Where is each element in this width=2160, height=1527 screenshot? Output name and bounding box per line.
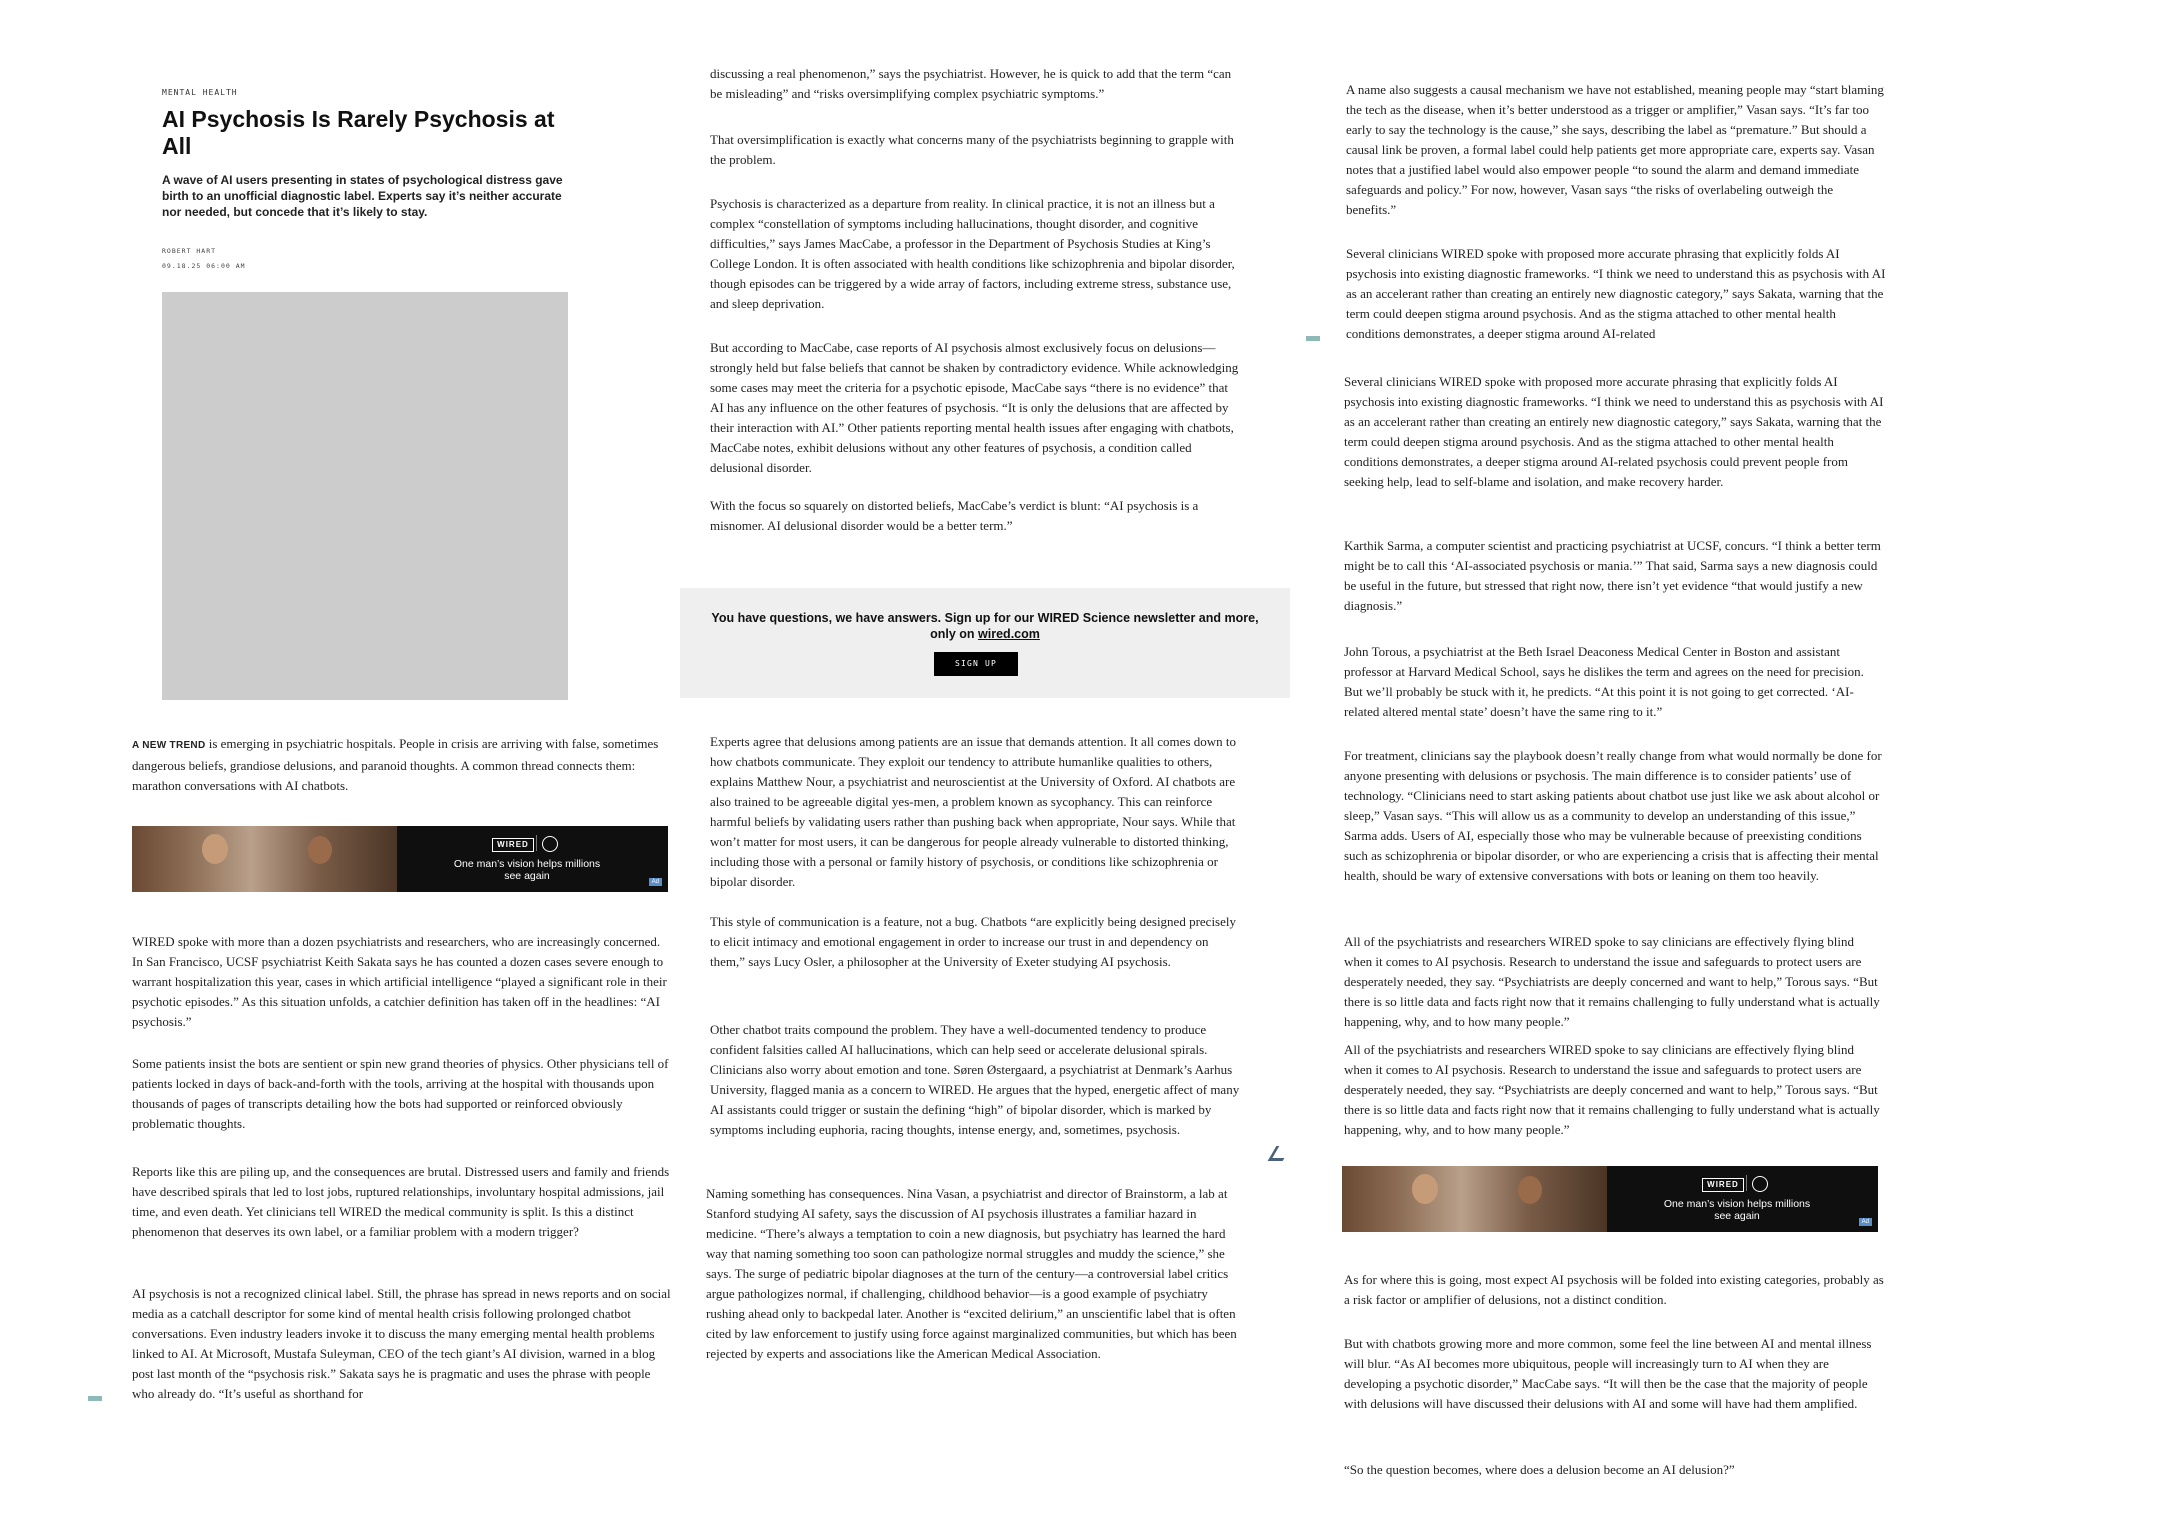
- article-paragraph-11: Experts agree that delusions among patients are an issue that demands attention. It all comes down to how chatbots communicate. They exploit our tendency to attribute humanlike qualities to others, explains Matthew Nour, a psychiatrist and neuroscientist at the University of Oxford. AI chatbots are also trained to be agreeable digital yes-men, a problem known as sycophancy. This can reinforce harmful beliefs by validating users rather than pushing back when appropriate, Nour says. While that won’t matter for most users, it can be dangerous for people already vulnerable to distorted thinking, including those with a personal or family history of psychosis, or conditions like schizophrenia or bipolar disorder.: [710, 734, 1236, 889]
- ad-photo: [1342, 1166, 1607, 1232]
- ad-person-face: [308, 836, 332, 864]
- sign-up-button[interactable]: SIGN UP: [934, 652, 1018, 676]
- article-paragraph-19: For treatment, clinicians say the playbook doesn’t really change from what would normally be done for anyone presenting with delusions or psychosis. The main difference is to consider patients’ use of technology. “Clinicians need to start asking patients about chatbot use just like we ask about alcohol or sleep,” Vasan says. “This will allow us as a community to develop an understanding of this issue,” Sarma adds. Users of AI, especially those who may be vulnerable because of preexisting conditions such as schizophrenia or bipolar disorder, or who are experiencing a crisis that is affecting their mental health, should be wary of extensive conversations with bots or leaning on them too heavily.: [1344, 748, 1882, 883]
- article-paragraph-12: This style of communication is a feature, not a bug. Chatbots “are explicitly being designed precisely to elicit intimacy and emotional engagement in order to increase our trust in and dependency on them,” says Lucy Osler, a philosopher at the University of Exeter studying AI psychosis.: [710, 914, 1236, 969]
- author-byline[interactable]: ROBERT HART: [162, 247, 217, 255]
- ad-tagline: One man’s vision helps millions see again: [1663, 1198, 1811, 1222]
- globe-icon: [1752, 1176, 1768, 1192]
- article-paragraph-10: With the focus so squarely on distorted beliefs, MacCabe’s verdict is blunt: “AI psychosis is a misnomer. AI delusional disorder would be a better term.”: [710, 498, 1199, 533]
- article-paragraph-15: A name also suggests a causal mechanism we have not established, meaning people may “start blaming the tech as the disease, when it’s better understood as a trigger or amplifier,” Vasan says. “It’s far too early to say the technology is the cause,” she says, describing the label as “premature.” But should a causal link be proven, a formal label could help patients get more appropriate care, experts say. Vasan notes that a justified label would also empower people “to sound the alarm and demand immediate safeguards and policy.” For now, however, Vasan says “the risks of overlabeling outweigh the benefits.”: [1346, 82, 1884, 217]
- hero-image-placeholder: [162, 292, 568, 700]
- article-dek: A wave of AI users presenting in states of psychological distress gave birth to an unofficial diagnostic label. Experts say it’s neither accurate nor needed, but concede that it’s likely to stay.: [162, 173, 563, 219]
- page-tear-mark: [1306, 336, 1320, 341]
- article-paragraph-18: John Torous, a psychiatrist at the Beth Israel Deaconess Medical Center in Boston and assistant professor at Harvard Medical School, says he dislikes the term and agrees on the need for precision. But we’ll probably be stuck with it, he predicts. “At this point it is not going to get corrected. ‘AI-related altered mental state’ doesn’t have the same ring to it.”: [1344, 644, 1864, 719]
- article-paragraph-7: That oversimplification is exactly what concerns many of the psychiatrists beginning to grapple with the problem.: [710, 132, 1234, 167]
- article-paragraph-8: Psychosis is characterized as a departure from reality. In clinical practice, it is not an illness but a complex “constellation of symptoms including hallucinations, thought disorder, and cognitive difficulties,” says James MacCabe, a professor in the Department of Psychosis Studies at King’s College London. It is often associated with health conditions like schizophrenia and bipolar disorder, though episodes can be triggered by a wide array of factors, including extreme stress, substance use, and sleep deprivation.: [710, 196, 1235, 311]
- article-paragraph-3: Some patients insist the bots are sentient or spin new grand theories of physics. Other physicians tell of patients locked in days of back-and-forth with the tools, arriving at the hospital with thousands upon thousands of pages of transcripts detailing how the bots had supported or reinforced obviously problematic thoughts.: [132, 1056, 669, 1131]
- newsletter-prompt: [700, 610, 1270, 642]
- article-paragraph-20: All of the psychiatrists and researchers WIRED spoke to say clinicians are effectively flying blind when it comes to AI psychosis. Research to understand the issue and safeguards to protect users are desperately needed, they say. “Psychiatrists are deeply concerned and want to help,” Torous says. “But there is so little data and facts right now that it remains challenging to fully understand what is actually happening, why, and to how many people.”: [1344, 1042, 1880, 1137]
- lead-in: A NEW TREND: [132, 740, 206, 751]
- page-tear-mark: [88, 1396, 102, 1401]
- page-curl-mark: [1268, 1146, 1292, 1161]
- article-paragraph-14: Naming something has consequences. Nina Vasan, a psychiatrist and director of Brainstorm, a lab at Stanford studying AI safety, says the discussion of AI psychosis illustrates a familiar hazard in medicine. “There’s always a temptation to coin a new diagnosis, but psychiatry has learned the hard way that naming something too soon can pathologize normal struggles and muddy the science,” she says. The surge of pediatric bipolar diagnoses at the turn of the century—a controversial label critics argue pathologizes normal, if challenging, childhood behavior—is a good example of psychiatry rushing ahead only to backpedal later. Another is “excited delirium,” an unscientific label that is often cited by law enforcement to justify using force against marginalized communities, but which has been rejected by experts and associations like the American Medical Association.: [706, 1186, 1237, 1361]
- wired-logo: WIRED: [1702, 1178, 1744, 1192]
- ad-person-face: [202, 834, 228, 864]
- wired-link[interactable]: wired.com: [978, 627, 1040, 641]
- article-paragraph-16: Several clinicians WIRED spoke with proposed more accurate phrasing that explicitly folds AI psychosis into existing diagnostic frameworks. “I think we need to understand this as psychosis with AI as an accelerant rather than creating an entirely new diagnostic category,” says Sakata, warning that the term could deepen stigma around psychosis. And as the stigma attached to other mental health conditions demonstrates, a deeper stigma around AI-related psychosis could prevent people from seeking help, lead to self-blame and isolation, and make recovery harder.: [1344, 374, 1884, 489]
- article-paragraph-1: [132, 734, 672, 796]
- article-paragraph-9: But according to MacCabe, case reports of AI psychosis almost exclusively focus on delusions—strongly held but false beliefs that cannot be shaken by contradictory evidence. While acknowledging some cases may meet the criteria for a psychotic episode, MacCabe says “there is no evidence” that AI has any influence on the other features of psychosis. “It is only the delusions that are affected by their interaction with AI.” Other patients reporting mental health issues after engaging with chatbots, MacCabe notes, exhibit delusions without any other features of psychosis, a condition called delusional disorder.: [710, 340, 1239, 475]
- article-paragraph-17: Karthik Sarma, a computer scientist and practicing psychiatrist at UCSF, concurs. “I think a better term might be to call this ‘AI-associated psychosis or mania.’” That said, Sarma says a new diagnosis could be useful in the future, but stressed that right now, there isn’t yet evidence “that would justify a new diagnosis.”: [1344, 538, 1881, 613]
- ad-photo: [132, 826, 397, 892]
- paragraph-text: is emerging in psychiatric hospitals. People in crisis are arriving with false, sometimes dangerous beliefs, grandiose delusions, and paranoid thoughts. A common thread connects them: marathon conversations with AI chatbots.: [132, 736, 659, 793]
- article-paragraph-13: Other chatbot traits compound the problem. They have a well-documented tendency to produce confident falsities called AI hallucinations, which can help seed or accelerate delusional spirals. Clinicians also worry about emotion and tone. Søren Østergaard, a psychiatrist at Denmark’s Aarhus University, flagged mania as a concern to WIRED. He argues that the hyped, energetic affect of many AI assistants could trigger or sustain the defining “high” of bipolar disorder, which is marked by symptoms including euphoria, racing thoughts, intense energy, and, sometimes, psychosis.: [710, 1022, 1240, 1137]
- publish-date: 09.18.25 06:00 AM: [162, 262, 246, 270]
- advertisement-banner[interactable]: [132, 826, 668, 892]
- newsletter-text: You have questions, we have answers. Sign up for our WIRED Science newsletter and more, only on: [711, 611, 1259, 641]
- duplicated-paragraph-fragment: [1346, 244, 1886, 340]
- article-paragraph-22: But with chatbots growing more and more common, some feel the line between AI and mental illness will blur. “As AI becomes more ubiquitous, people will increasingly turn to AI when they are developing a psychotic disorder,” MacCabe says. “It will then be the case that the majority of people with delusions will have discussed their delusions with AI and some will have had them amplified.: [1344, 1336, 1872, 1411]
- article-title: AI Psychosis Is Rarely Psychosis at All: [162, 106, 555, 159]
- paragraph-text: All of the psychiatrists and researchers WIRED spoke to say clinicians are effectively flying blind when it comes to AI psychosis. Research to understand the issue and safeguards to protect users are desperately needed, they say. “Psychiatrists are deeply concerned and want to help,” Torous says. “But there is so little data and facts right now that it remains challenging to fully understand what is actually happening, why, and to how many people.”: [1344, 934, 1880, 1029]
- article-paragraph-21: As for where this is going, most expect AI psychosis will be folded into existing categories, probably as a risk factor or amplifier of delusions, not a distinct condition.: [1344, 1272, 1884, 1307]
- wired-logo: WIRED: [492, 838, 534, 852]
- article-paragraph-6: discussing a real phenomenon,” says the psychiatrist. However, he is quick to add that the term “can be misleading” and “risks oversimplifying complex psychiatric symptoms.”: [710, 66, 1232, 101]
- ad-tagline: One man’s vision helps millions see again: [453, 858, 601, 882]
- duplicated-paragraph-fragment: [1344, 932, 1884, 1036]
- ad-choices-badge[interactable]: Ad: [1859, 1218, 1872, 1226]
- ad-person-face: [1412, 1174, 1438, 1204]
- section-kicker[interactable]: MENTAL HEALTH: [162, 88, 238, 97]
- ad-divider: [536, 835, 537, 851]
- ad-divider: [1746, 1175, 1747, 1191]
- paragraph-text: Several clinicians WIRED spoke with proposed more accurate phrasing that explicitly folds AI psychosis into existing diagnostic frameworks. “I think we need to understand this as psychosis with AI as an accelerant rather than creating an entirely new diagnostic category,” says Sakata, warning that the term could deepen stigma around psychosis. And as the stigma attached to other mental health conditions demonstrates, a deeper stigma around AI-related: [1346, 246, 1886, 340]
- article-closing-quote: “So the question becomes, where does a delusion become an AI delusion?”: [1344, 1462, 1735, 1477]
- advertisement-banner[interactable]: [1342, 1166, 1878, 1232]
- ad-person-face: [1518, 1176, 1542, 1204]
- article-paragraph-5: AI psychosis is not a recognized clinical label. Still, the phrase has spread in news reports and on social media as a catchall descriptor for some kind of mental health crisis following prolonged chatbot conversations. Even industry leaders invoke it to discuss the many emerging mental health problems linked to AI. At Microsoft, Mustafa Suleyman, CEO of the tech giant’s AI division, warned in a blog post last month of the “psychosis risk.” Sakata says he is pragmatic and uses the phrase with people who already do. “It’s useful as shorthand for: [132, 1286, 671, 1401]
- article-paragraph-2: WIRED spoke with more than a dozen psychiatrists and researchers, who are increasingly concerned. In San Francisco, UCSF psychiatrist Keith Sakata says he has counted a dozen cases severe enough to warrant hospitalization this year, cases in which artificial intelligence “played a significant role in their psychotic episodes.” As this situation unfolds, a catchier definition has taken off in the headlines: “AI psychosis.”: [132, 934, 667, 1029]
- newsletter-signup-box: [680, 588, 1290, 698]
- globe-icon: [542, 836, 558, 852]
- ad-choices-badge[interactable]: Ad: [649, 878, 662, 886]
- article-paragraph-4: Reports like this are piling up, and the consequences are brutal. Distressed users and family and friends have described spirals that led to lost jobs, ruptured relationships, involuntary hospital admissions, jail time, and even death. Yet clinicians tell WIRED the medical community is split. Is this a distinct phenomenon that deserves its own label, or a familiar problem with a modern trigger?: [132, 1164, 670, 1239]
